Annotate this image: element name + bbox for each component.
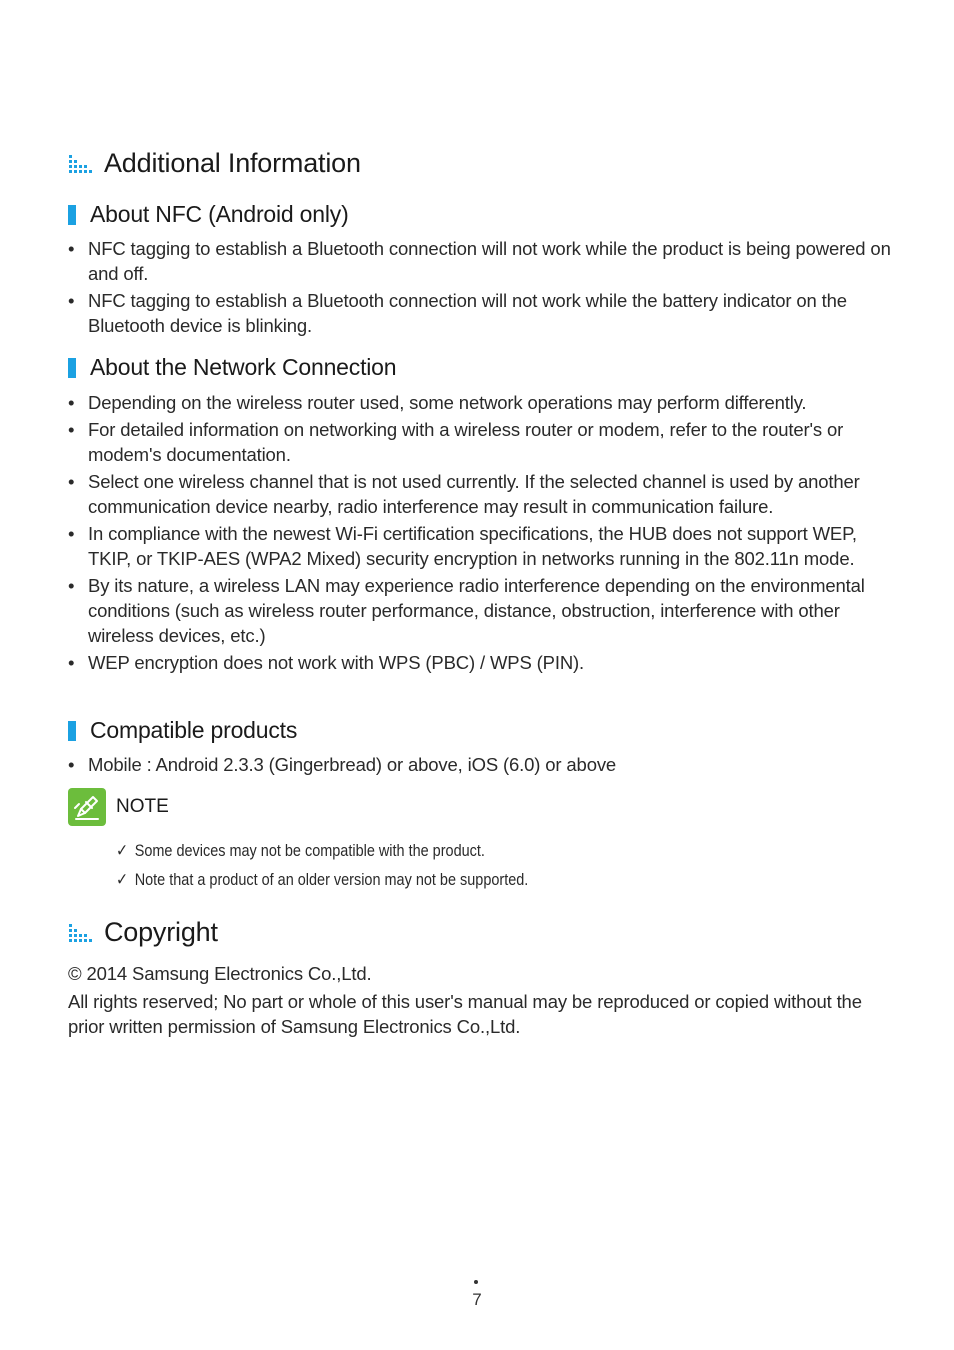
list-item: • In compliance with the newest Wi-Fi certification specifications, the HUB does not support WEP, TKIP, or TKIP-AES (WPA2 Mixed) security encryption in networks running in the 802.11n mode.	[68, 521, 898, 571]
subheading-label: About NFC (Android only)	[90, 201, 349, 227]
list-item: • By its nature, a wireless LAN may experience radio interference depending on the environmental conditions (such as wireless router performance, distance, obstruction, interference with other wireless devices, etc.)	[68, 573, 898, 648]
page-number: 7	[472, 1290, 482, 1309]
note-label: NOTE	[116, 796, 169, 817]
subheading-label: Compatible products	[90, 717, 298, 743]
list-item: • WEP encryption does not work with WPS (PBC) / WPS (PIN).	[68, 650, 898, 675]
subheading-network	[68, 354, 396, 381]
note-text: Note that a product of an older version may not be supported.	[134, 870, 529, 889]
note-item	[116, 836, 528, 865]
section-title: Copyright	[104, 917, 218, 947]
section-title: Additional Information	[104, 148, 361, 178]
nfc-list	[68, 236, 898, 340]
equalizer-icon	[68, 151, 94, 177]
list-item: • NFC tagging to establish a Bluetooth connection will not work while the battery indicator on the Bluetooth device is blinking.	[68, 288, 898, 338]
subheading-label: About the Network Connection	[90, 354, 397, 380]
copyright-line: © 2014 Samsung Electronics Co.,Ltd.	[68, 963, 372, 984]
list-item: • For detailed information on networking with a wireless router or modem, refer to the router's or modem's documentation.	[68, 417, 898, 467]
page-dot	[474, 1280, 478, 1284]
heading-bar	[68, 358, 76, 378]
note-list	[116, 836, 601, 894]
subheading-compatible	[68, 717, 297, 744]
list-item: • Select one wireless channel that is not used currently. If the selected channel is used by another communication device nearby, radio interference may result in communication failure.	[68, 469, 898, 519]
checkmark-icon: ✓	[116, 870, 129, 889]
note-item	[116, 865, 528, 894]
list-item: • Mobile : Android 2.3.3 (Gingerbread) or above, iOS (6.0) or above	[68, 752, 898, 777]
note-text: Some devices may not be compatible with the product.	[134, 841, 485, 860]
checkmark-icon: ✓	[116, 841, 129, 860]
note-box	[68, 788, 169, 826]
subheading-nfc	[68, 201, 349, 228]
compatible-list	[68, 752, 898, 779]
network-list	[68, 390, 898, 677]
equalizer-icon	[68, 920, 94, 946]
section-heading-copyright	[68, 917, 218, 948]
heading-bar	[68, 205, 76, 225]
list-item: • Depending on the wireless router used, some network operations may perform differently.	[68, 390, 898, 415]
note-pencil-icon	[68, 788, 106, 826]
section-heading-additional	[68, 148, 361, 179]
copyright-statement: All rights reserved; No part or whole of this user's manual may be reproduced or copied without the prior written permission of Samsung Electronics Co.,Ltd.	[68, 991, 862, 1037]
list-item: • NFC tagging to establish a Bluetooth connection will not work while the product is being powered on and off.	[68, 236, 898, 286]
heading-bar	[68, 721, 76, 741]
